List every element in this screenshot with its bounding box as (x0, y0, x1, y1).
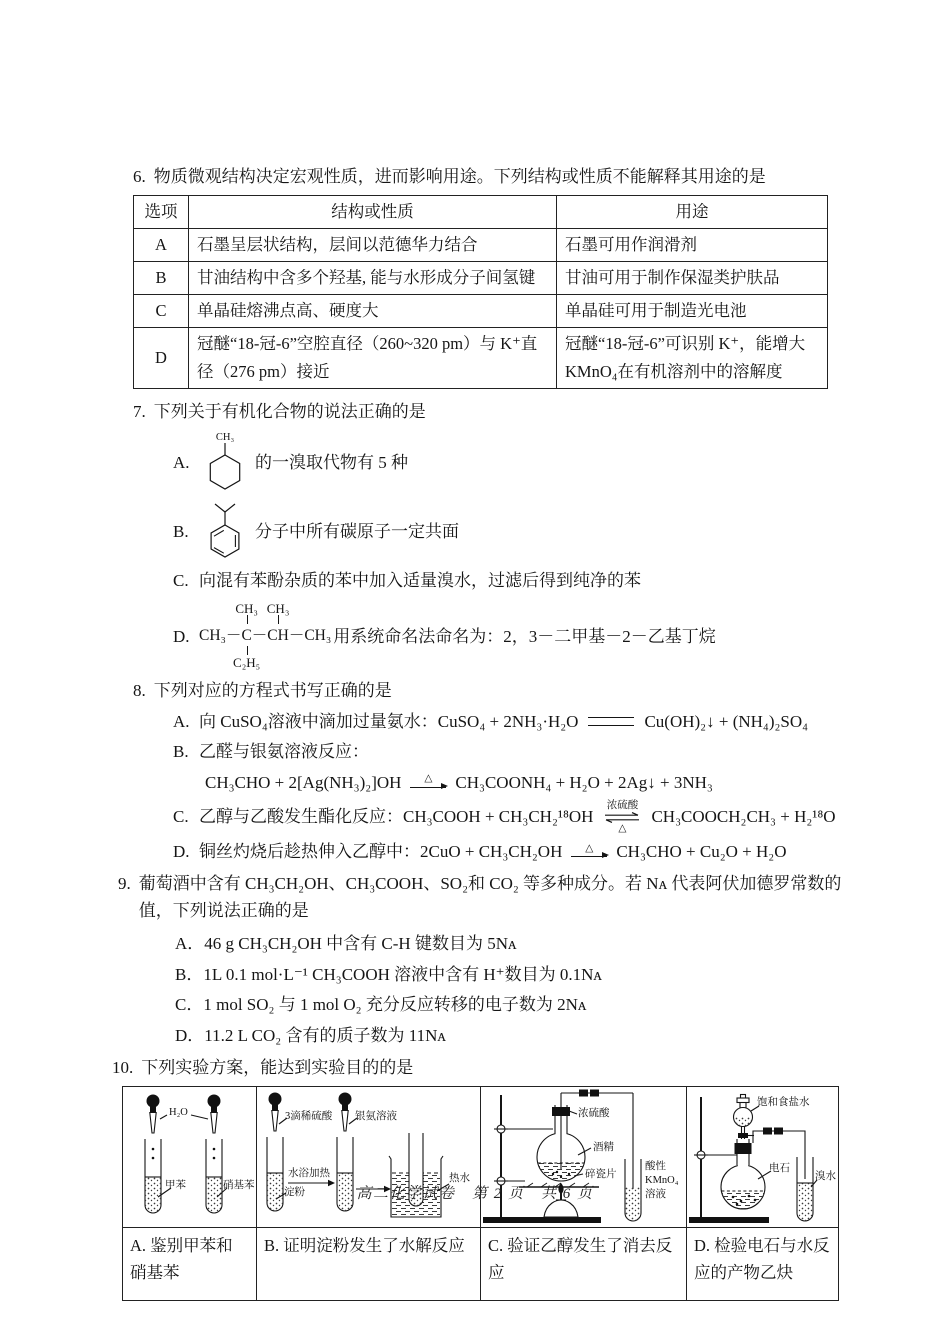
question-6-title (133, 164, 845, 190)
table-row (134, 261, 828, 294)
delta-arrow (410, 773, 446, 792)
option-label: A． (175, 934, 205, 953)
experiment-c-caption: C. 验证乙醇发生了消去反应 (481, 1227, 687, 1300)
starch-label: 淀粉 (284, 1186, 305, 1198)
cell-option: B (134, 261, 189, 294)
delta-arrow (571, 843, 607, 862)
isopropylbenzene-structure (201, 497, 249, 565)
arrow-shaft (571, 856, 607, 857)
table-header-row (134, 195, 828, 228)
hot-water-label: 热水 (449, 1172, 470, 1184)
chain-part: － (251, 626, 268, 644)
nitrobenzene-label: 硝基苯 (223, 1179, 255, 1191)
table-row (134, 228, 828, 261)
equilibrium-harpoons-icon (602, 812, 642, 823)
cell-property: 石墨呈层状结构，层间以范德华力结合 (189, 228, 557, 261)
option-text: 的一溴取代物有 5 种 (255, 452, 408, 472)
tertiary-carbon (266, 601, 290, 647)
experiment-d-cell (687, 1086, 839, 1227)
heat-condition: △ (585, 842, 594, 854)
arrow-shaft (410, 787, 446, 788)
catalyst-condition: 浓硫酸 (606, 800, 639, 812)
quaternary-carbon (233, 601, 261, 671)
q7-option-c (133, 568, 845, 594)
question-text: 下列关于有机化合物的说法正确的是 (153, 401, 426, 421)
question-8-title (133, 678, 845, 704)
option-text: 向混有苯酚杂质的苯中加入适量溴水，过滤后得到纯净的苯 (199, 571, 641, 591)
q9-option-b (133, 960, 845, 991)
q9-option-a (133, 929, 845, 960)
equation-left: CH₃CHO + 2[Ag(NH₃)₂]OH (205, 772, 402, 792)
porcelain-chips-label: 碎瓷片 (585, 1168, 617, 1180)
water-bath-label: 水浴加热 (288, 1167, 330, 1179)
question-text: 下列实验方案，能达到实验目的的是 (141, 1058, 414, 1078)
chain-atom: CH (267, 626, 289, 644)
kmno4-label: KMnO₄ (645, 1174, 679, 1186)
option-label: B． (175, 964, 204, 984)
reversible-arrow (602, 800, 642, 834)
methylcyclohexane-structure (201, 429, 249, 495)
cell-option: D (134, 327, 189, 388)
cell-use: 单晶硅可用于制造光电池 (557, 294, 828, 327)
option-label: A. (173, 452, 190, 472)
option-text: 46 g CH₃CH₂OH 中含有 C-H 键数目为 5Nᴀ (204, 934, 517, 953)
question-number: 10. (112, 1058, 134, 1078)
option-label: D. (173, 626, 190, 646)
experiment-c-cell (481, 1086, 687, 1227)
exam-content (112, 164, 845, 1301)
experiment-caption-row (123, 1227, 839, 1300)
starch-hydrolysis-apparatus (257, 1087, 480, 1227)
question-10-title (112, 1055, 845, 1081)
water-label: H₂O (169, 1106, 188, 1118)
q7-option-d (133, 597, 845, 676)
page-footer: 高二化学试卷 第 2 页 共 6 页 (356, 1186, 594, 1202)
option-text: 用系统命名法命名为：2，3－二甲基－2－乙基丁烷 (333, 626, 716, 646)
question-text: 葡萄酒中含有 CH₃CH₂OH、CH₃COOH、SO₂和 CO₂ 等多种成分。若 Nᴀ 代表阿伏加德罗常数的值，下列说法正确的是 (138, 873, 842, 920)
q7-option-b (133, 497, 845, 565)
ch3-label: CH₃ (215, 432, 235, 444)
header-use: 用途 (557, 195, 828, 228)
question-text: 下列对应的方程式书写正确的是 (153, 681, 392, 701)
toluene-label: 甲苯 (165, 1179, 186, 1191)
question-number: 6. (133, 167, 146, 186)
experiment-a-caption: A. 鉴别甲苯和硝基苯 (123, 1227, 257, 1300)
header-property: 结构或性质 (189, 195, 557, 228)
cell-property: 冠醚“18-冠-6”空腔直径（260~320 pm）与 K⁺直径（276 pm）接近 (189, 327, 557, 388)
experiment-b-diagram (257, 1087, 480, 1227)
cell-property: 单晶硅熔沸点高、硬度大 (189, 294, 557, 327)
option-text: 分子中所有碳原子一定共面 (255, 521, 459, 541)
saturated-brine-label: 饱和食盐水 (757, 1096, 810, 1108)
chain-atom: C (241, 626, 252, 644)
equation-left: 2CuO + CH₃CH₂OH (420, 842, 563, 862)
equation-right: CH₃CHO + Cu₂O + H₂O (616, 842, 787, 862)
equation-intro: 向 CuSO₄溶液中滴加过量氨水： (199, 711, 438, 731)
equals-sign (588, 717, 634, 726)
option-text: 1L 0.1 mol·L⁻¹ CH₃COOH 溶液中含有 H⁺数目为 0.1Nᴀ (203, 964, 602, 984)
cell-use: 甘油可用于制作保湿类护肤品 (557, 261, 828, 294)
q8-option-d (133, 839, 845, 865)
equation-left: CH₃COOH + CH₃CH₂¹⁸OH (403, 807, 594, 827)
equation-right: Cu(OH)₂↓ + (NH₄)₂SO₄ (644, 711, 809, 731)
question-9-title (118, 870, 845, 924)
question-number: 8. (133, 681, 146, 701)
header-option: 选项 (134, 195, 189, 228)
q8-option-c (133, 800, 845, 834)
question-7-title (133, 399, 845, 425)
conc-sulfuric-acid-label: 浓硫酸 (578, 1107, 610, 1119)
cell-property: 甘油结构中含多个羟基, 能与水形成分子间氢键 (189, 261, 557, 294)
q9-option-c (133, 990, 845, 1021)
option-label: B. (173, 742, 189, 762)
acidic-label: 酸性 (645, 1160, 666, 1172)
option-label: C. (173, 571, 189, 591)
q8-option-a (133, 709, 845, 735)
q8-option-b (133, 739, 845, 765)
equation-intro: 乙醛与银氨溶液反应： (199, 742, 369, 762)
methyl-substituent: CH₃ (266, 601, 290, 617)
option-text: 1 mol SO₂ 与 1 mol O₂ 充分反应转移的电子数为 2Nᴀ (203, 995, 587, 1015)
heat-condition: △ (424, 773, 433, 784)
question-text: 物质微观结构决定宏观性质，进而影响用途。下列结构或性质不能解释其用途的是 (153, 167, 766, 186)
option-label: A. (173, 711, 190, 731)
cell-option: A (134, 228, 189, 261)
equation-right: CH₃COOCH₂CH₃ + H₂¹⁸O (651, 807, 836, 827)
table-row (134, 294, 828, 327)
chain-part: CH₃－ (199, 626, 242, 644)
q9-option-d (133, 1021, 845, 1052)
condensed-structure (199, 597, 331, 676)
dilute-acid-label: 3滴稀硫酸 (285, 1110, 333, 1122)
ethyl-substituent: C₂H₅ (233, 655, 261, 671)
experiment-b-caption: B. 证明淀粉发生了水解反应 (257, 1227, 481, 1300)
option-label: C． (175, 995, 204, 1015)
silver-ammonia-label: 银氨溶液 (355, 1110, 397, 1122)
option-label: D． (175, 1025, 205, 1045)
equation-left: CuSO₄ + 2NH₃·H₂O (437, 711, 579, 731)
cell-option: C (134, 294, 189, 327)
experiment-a-cell (123, 1086, 257, 1227)
methyl-substituent: CH₃ (235, 601, 258, 617)
q8-option-b-equation (133, 770, 845, 796)
equation-intro: 铜丝灼烧后趁热伸入乙醇中： (199, 842, 420, 862)
option-label: B. (173, 521, 189, 541)
experiment-a-diagram (123, 1087, 256, 1227)
calcium-carbide-label: 电石 (769, 1162, 790, 1174)
experiment-d-diagram (687, 1087, 838, 1227)
chain-part: －CH₃ (288, 626, 332, 644)
q6-options-table (133, 195, 828, 389)
option-label: C. (173, 807, 189, 827)
question-number: 7. (133, 401, 146, 421)
cell-use: 冠醚“18-冠-6”可识别 K⁺，能增大 KMnO₄在有机溶剂中的溶解度 (557, 327, 828, 388)
q7-option-a (133, 429, 845, 495)
experiment-diagram-row (123, 1086, 839, 1227)
experiment-d-caption: D. 检验电石与水反应的产物乙炔 (687, 1227, 839, 1300)
equation-intro: 乙醇与乙酸发生酯化反应： (199, 807, 403, 827)
option-text: 11.2 L CO₂ 含有的质子数为 11Nᴀ (204, 1025, 446, 1045)
question-number: 9. (118, 873, 131, 893)
table-row (134, 327, 828, 388)
equation-right: CH₃COONH₄ + H₂O + 2Ag↓ + 3NH₃ (455, 772, 713, 792)
two-test-tubes-apparatus (123, 1087, 256, 1227)
cell-use: 石墨可用作润滑剂 (557, 228, 828, 261)
experiment-c-diagram (481, 1087, 686, 1227)
experiment-b-cell (257, 1086, 481, 1227)
option-label: D. (173, 842, 190, 862)
alcohol-label: 酒精 (593, 1141, 614, 1153)
solution-label: 溶液 (645, 1188, 666, 1200)
heat-condition: △ (618, 822, 627, 834)
bromine-water-label: 溴水 (815, 1170, 836, 1182)
